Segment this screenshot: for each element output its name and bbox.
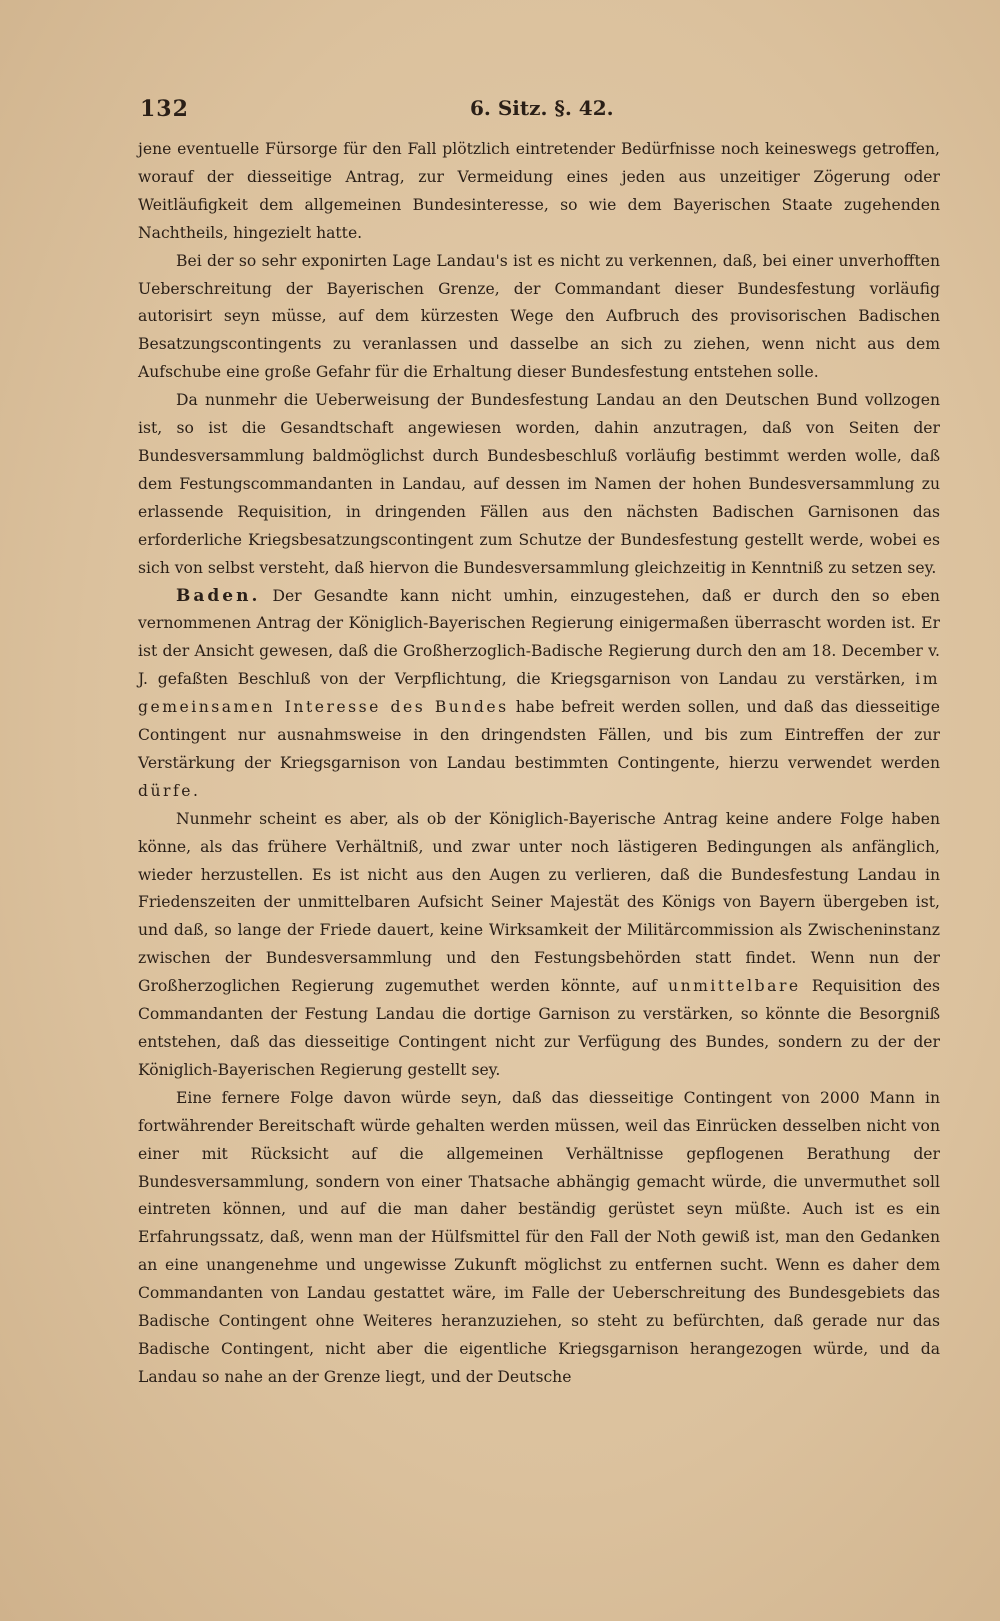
page-number: 132 — [140, 96, 189, 122]
emphasized-text: dürfe. — [138, 781, 201, 800]
body-text — [138, 136, 940, 1392]
paragraph: Eine fernere Folge davon würde seyn, daß das diesseitige Contingent von 2000 Mann in fortwährender Bereitschaft würde gehalten werden müssen, weil das Einrücken desselben nicht von einer mit Rücksicht auf die allgemeinen Verhältnisse gepflogenen Berathung der Bundesversammlung, sondern von einer Thatsache abhängig gemacht würde, die unvermuthet soll eintreten können, und auf die man daher beständig gerüstet seyn müßte. Auch ist es ein Erfahrungssatz, daß, wenn man der Hülfsmittel für den Fall der Noth gewiß ist, man den Gedanken an eine unangenehme und ungewisse Zukunft möglichst zu entfernen sucht. Wenn es daher dem Commandanten von Landau gestattet wäre, im Falle der Ueberschreitung des Bundesgebiets das Badische Contingent ohne Weiteres heranzuziehen, so steht zu befürchten, daß gerade nur das Badische Contingent, nicht aber die eigentliche Kriegsgarnison herangezogen würde, und da Landau so nahe an der Grenze liegt, und der Deutsche — [138, 1088, 940, 1386]
paragraph-text: Requisition des Commandanten der Festung Landau die dortige Garnison zu verstärken, so könnte die Besorgniß entstehen, daß das diesseitige Contingent nicht zur Verfügung des Bundes, sondern zu der der Königlich-Bayerischen Regierung gestellt sey. — [138, 977, 940, 1079]
paragraph-text: Der Gesandte kann nicht umhin, einzugestehen, daß er durch den so eben vernommenen Antrag der Königlich-Bayerischen Regierung einigermaßen überrascht worden ist. Er ist der Ansicht gewesen, daß die Großherzoglich-Badische Regierung durch den am 18. December v. J. gefaßten Beschluß von der Verpflichtung, die Kriegsgarnison von Landau zu verstärken, — [138, 586, 940, 689]
paragraph: Da nunmehr die Ueberweisung der Bundesfestung Landau an den Deutschen Bund vollzogen ist, so ist die Gesandtschaft angewiesen worden, dahin anzutragen, daß von Seiten der Bundesversammlung baldmöglichst durch Bundesbeschluß vorläufig bestimmt werden wolle, daß dem Festungscommandanten in Landau, auf dessen im Namen der hohen Bundesversammlung zu erlassende Requisition, in dringenden Fällen aus den nächsten Badischen Garnisonen das erforderliche Kriegsbesatzungscontingent zum Schutze der Bundesfestung gestellt werde, wobei es sich von selbst versteht, daß hiervon die Bundesversammlung gleichzeitig in Kenntniß zu setzen sey. — [138, 391, 940, 577]
paragraph-text: Nunmehr scheint es aber, als ob der Königlich-Bayerische Antrag keine andere Folge haben könne, als das frühere Verhältniß, und zwar unter noch lästigeren Bedingungen als anfänglich, wieder herzustellen. Es ist nicht aus den Augen zu verlieren, daß die Bundesfestung Landau in Friedenszeiten der unmittelbaren Aufsicht Seiner Majestät des Königs von Bayern übergeben ist, und daß, so lange der Friede dauert, keine Wirksamkeit der Militärcommission als Zwischeninstanz zwischen der Bundesversammlung und den Festungsbehörden statt findet. Wenn nun der Großherzoglichen Regierung zugemuthet werden könnte, auf — [138, 809, 940, 996]
paragraph-text: habe befreit werden sollen, und daß das diesseitige Contingent nur ausnahmsweise in den dringendsten Fällen, und bis zum Eintreffen der zur Verstärkung der Kriegsgarnison von Landau bestimmten Contingente, hierzu verwendet werden — [138, 698, 940, 772]
paragraph — [138, 806, 940, 1085]
page-header — [140, 96, 940, 126]
paragraph — [138, 583, 940, 806]
paragraph: jene eventuelle Fürsorge für den Fall plötzlich eintretender Bedürfnisse noch keineswegs getroffen, worauf der diesseitige Antrag, zur Vermeidung eines jeden aus unzeitiger Zögerung oder Weitläufigkeit dem allgemeinen Bundesinteresse, so wie dem Bayerischen Staate zugehenden Nachtheils, hingezielt hatte. — [138, 140, 940, 242]
session-reference: 6. Sitz. §. 42. — [470, 96, 614, 120]
emphasized-text: im gemeinsamen Interesse des Bundes — [138, 670, 940, 717]
paragraph: Bei der so sehr exponirten Lage Landau's ist es nicht zu verkennen, daß, bei einer unverhofften Ueberschreitung der Bayerischen Grenze, der Commandant dieser Bundesfestung vorläufig autorisirt seyn müsse, auf dem kürzesten Wege den Aufbruch des provisorischen Badischen Besatzungscontingents zu veranlassen und dasselbe an sich zu ziehen, wenn nicht aus dem Aufschube eine große Gefahr für die Erhaltung dieser Bundesfestung entstehen solle. — [138, 251, 940, 382]
emphasized-text: unmittelbare — [668, 977, 801, 996]
speaker-label: Baden. — [176, 585, 261, 606]
